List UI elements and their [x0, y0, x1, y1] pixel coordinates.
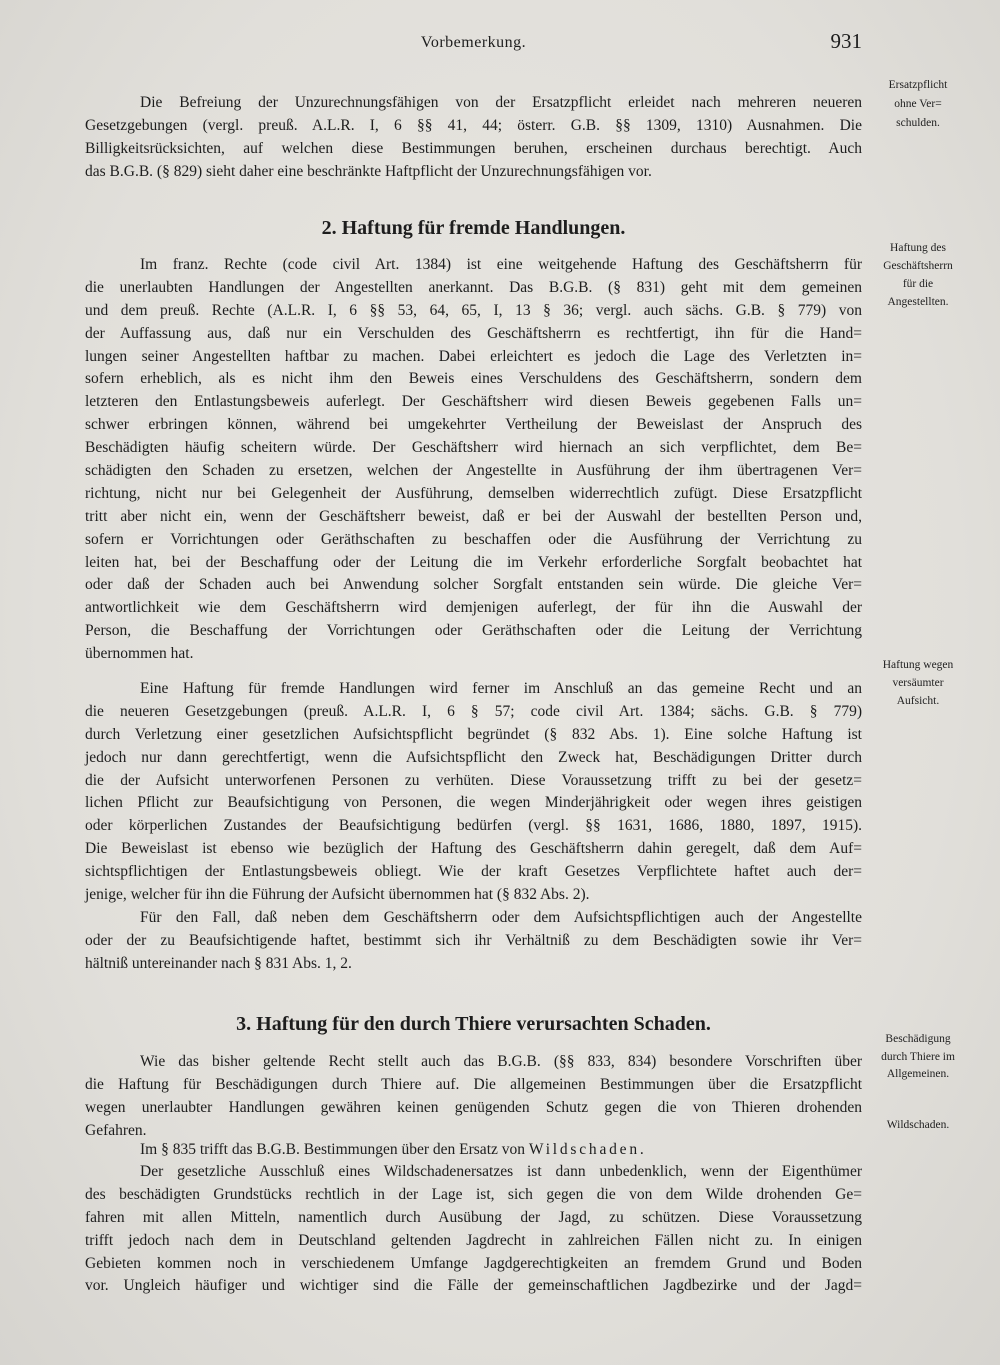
margin-note-aufsicht — [866, 656, 970, 710]
text-line: fahren mit allen Mitteln, namentlich durch Ausübung der Jagd, zu schützen. Diese Voraussetzung — [85, 1208, 862, 1226]
text-line: antwortlichkeit wie dem Geschäftsherrn wird demjenigen auferlegt, der für ihn die Auswahl der — [85, 599, 862, 617]
paragraph-verhaeltnis — [85, 907, 862, 976]
margin-note-line: Beschädigung — [885, 1033, 951, 1045]
text-line: die Haftung für Beschädigungen durch Thiere auf. Die allgemeinen Bestimmungen über die Ersatzpflicht — [85, 1075, 862, 1093]
margin-note-ersatzpflicht — [866, 76, 970, 133]
text-run: . — [639, 1141, 644, 1158]
text-line: die unerlaubten Handlungen der Angestellten anerkannt. Das B.G.B. (§ 831) geht mit dem gemeinen — [85, 278, 862, 296]
text-run: Im § 835 trifft das B.G.B. Bestimmungen über den Ersatz von — [140, 1141, 529, 1158]
text-line: Eine Haftung für fremde Handlungen wird ferner im Anschluß an das gemeine Recht und an — [140, 680, 862, 697]
text-line — [85, 1139, 862, 1162]
text-line: die der Aufsicht unterworfenen Personen zu verhüten. Diese Voraussetzung trifft zu bei der gesetz= — [85, 771, 862, 789]
text-line: lungen seiner Angestellten haftbar zu machen. Dabei erleichtert es jedoch die Lage des Verletzten in= — [85, 347, 862, 365]
margin-note-line: durch Thiere im — [881, 1050, 955, 1063]
text-line: des beschädigten Grundstücks rechtlich in der Lage ist, sich gegen die von dem Wilde drohenden Ge= — [85, 1185, 862, 1203]
running-head: Vorbemerkung. — [420, 34, 527, 51]
text-line: Für den Fall, daß neben dem Geschäftsherrn oder dem Aufsichtspflichtigen auch der Angestellte — [140, 909, 862, 926]
text-line: und dem preuß. Rechte (A.L.R. I, 6 §§ 53, 64, 65, I, 13 § 36; vergl. auch sächs. G.B. § 779) von — [85, 301, 862, 319]
margin-note-beschaedigung — [866, 1031, 970, 1084]
text-line: tritt aber nicht ein, wenn der Geschäftsherr beweist, daß er bei der Auswahl der bestellten Person und, — [85, 507, 862, 525]
text-line: der Auffassung aus, daß nur ein Verschulden des Geschäftsherrn es rechtfertigt, ihn für die Hand= — [85, 324, 862, 342]
text-line: vor. Ungleich häufiger und wichtiger sind die Fälle der gemeinschaftlichen Jagdbezirke und der Jagd= — [85, 1277, 862, 1295]
text-line: Gefahren. — [85, 1121, 147, 1139]
paragraph-wildschaden-intro — [85, 1139, 862, 1162]
margin-note-line: ohne Ver= — [894, 98, 942, 110]
text-line: sichtspflichtigen der Entlastungsbeweis obliegt. Wie der kraft Gesetzes Verpflichtete haftet auch der= — [85, 863, 862, 881]
margin-note-line: Haftung wegen — [882, 659, 954, 671]
margin-note-line: Wildschaden. — [886, 1119, 950, 1131]
text-line: schwer erbringen können, während bei umgekehrter Vertheilung der Beweislast der Anspruch des — [85, 416, 862, 434]
text-line: oder daß der Schaden auch bei Anwendung solcher Sorgfalt entstanden sein würde. Die gleiche Ver= — [85, 576, 862, 594]
text-line: Wie das bisher geltende Recht stellt auch das B.G.B. (§§ 833, 834) besondere Vorschriften über — [140, 1053, 862, 1070]
text-line: Gesetzgebungen (vergl. preuß. A.L.R. I, 6 §§ 41, 44; österr. G.B. §§ 1309, 1310) Ausnahmen. Die — [85, 117, 862, 134]
margin-note-line: Aufsicht. — [896, 695, 940, 707]
text-line: richtung, nicht nur bei Gelegenheit der Ausführung, demselben widerrechtlich zufügt. Diese Ersatzpflicht — [85, 484, 862, 502]
text-line: hältniß untereinander nach § 831 Abs. 1, 2. — [85, 954, 352, 972]
text-line: das B.G.B. (§ 829) sieht daher eine beschränkte Haftpflicht der Unzurechnungsfähigen vor. — [85, 163, 652, 180]
emphasized-term: Wildschaden — [528, 1141, 640, 1158]
section-heading-3: 3. Haftung für den durch Thiere verursachten Schaden. — [236, 1013, 711, 1035]
text-line: oder körperlichen Zustandes der Beaufsichtigung bedürfen (vergl. §§ 1631, 1686, 1880, 1897, 1915). — [85, 817, 862, 835]
text-line: Person, die Beschaffung der Vorrichtungen oder Geräthschaften oder die Leitung der Verrichtung — [85, 622, 862, 640]
text-line: Gebieten kommen noch in verschiedenem Umfange Jagdgerechtigkeiten an fremdem Grund und Boden — [85, 1254, 862, 1272]
section-heading-2: 2. Haftung für fremde Handlungen. — [321, 217, 626, 239]
margin-note-line: Allgemeinen. — [886, 1068, 950, 1080]
text-line: lichen Pflicht zur Beaufsichtigung von Personen, die wegen Minderjährigkeit oder wegen ihres geistigen — [85, 794, 862, 812]
text-line: oder der zu Beaufsichtigende haftet, bestimmt sich ihr Verhältniß zu dem Beschädigten sowie ihr Ver= — [85, 931, 862, 949]
paragraph-unzurechnungsfaehige — [85, 91, 862, 183]
text-line: sofern er Vorrichtungen oder Geräthschaften zu beschaffen oder die Ausführung der Verrichtung zu — [85, 530, 862, 548]
text-line: Der gesetzliche Ausschluß eines Wildschadenersatzes ist dann unbedenklich, wenn der Eigenthümer — [140, 1163, 862, 1180]
text-line: jenige, welcher für ihn die Führung der Aufsicht übernommen hat (§ 832 Abs. 2). — [85, 886, 590, 904]
margin-note-line: Ersatzpflicht — [888, 79, 948, 91]
text-line: Beschädigten häufig scheitern würde. Der Geschäftsherr wird hiernach an sich verpflichtet, dem Be= — [85, 439, 862, 457]
margin-note-line: versäumter — [892, 677, 944, 689]
paragraph-aufsichtspflicht — [85, 678, 862, 907]
text-line: wegen unerlaubter Handlungen gewähren keinen genügenden Schutz gegen die von Thieren drohenden — [85, 1098, 862, 1116]
margin-note-line: Haftung des — [890, 242, 946, 254]
margin-note-geschaeftsherr — [866, 239, 970, 311]
text-line: Im franz. Rechte (code civil Art. 1384) ist eine weitgehende Haftung des Geschäftsherrn für — [140, 256, 862, 273]
text-line: trifft jedoch nach dem in Deutschland geltenden Jagdrecht in zahlreichen Fällen nicht zu. In einigen — [85, 1231, 862, 1249]
text-line: sofern erheblich, als es nicht ihm den Beweis eines Verschuldens des Geschäftsherrn, sondern dem — [85, 370, 862, 388]
margin-note-line: Angestellten. — [887, 296, 949, 308]
text-line: Billigkeitsrücksichten, auf welchen diese Bestimmungen beruhen, erscheinen durchaus berechtigt. Auch — [85, 140, 862, 157]
text-line: letzteren den Entlastungsbeweis auferlegt. Der Geschäftsherr wird diesen Beweis gegebenen Falls un= — [85, 393, 862, 411]
paragraph-thiere — [85, 1051, 862, 1143]
paragraph-wildschadenersatz — [85, 1161, 862, 1298]
text-line: die neueren Gesetzgebungen (preuß. A.L.R. I, 6 § 57; code civil Art. 1384; sächs. G.B. § 779) — [85, 702, 862, 720]
text-line: Die Befreiung der Unzurechnungsfähigen von der Ersatzpflicht erleidet nach mehreren neueren — [140, 94, 862, 111]
margin-note-line: schulden. — [896, 117, 940, 129]
text-line: Die Beweislast ist ebenso wie bezüglich der Haftung des Geschäftsherrn dahin geregelt, daß dem Auf= — [85, 840, 862, 858]
margin-note-line: für die — [902, 278, 934, 290]
text-line: jedoch nur dann gerechtfertigt, wenn die Aufsichtspflicht den Zweck hat, Beschädigungen Dritter durch — [85, 748, 862, 766]
text-line: schädigten den Schaden zu ersetzen, welchen der Angestellte in Ausführung der ihm übertragenen Ver= — [85, 462, 862, 480]
text-line: übernommen hat. — [85, 645, 194, 663]
margin-note-line: Geschäftsherrn — [883, 260, 953, 272]
text-line: durch Verletzung einer gesetzlichen Aufsichtspflicht begründet (§ 832 Abs. 1). Eine solche Haftung ist — [85, 725, 862, 743]
text-line: leiten hat, bei der Beschaffung oder der Leitung die im Verkehr erforderliche Sorgfalt beobachtet hat — [85, 553, 862, 571]
margin-note-wildschaden — [866, 1116, 970, 1134]
page-number: 931 — [830, 29, 862, 53]
paragraph-geschaeftsherr — [85, 254, 862, 666]
